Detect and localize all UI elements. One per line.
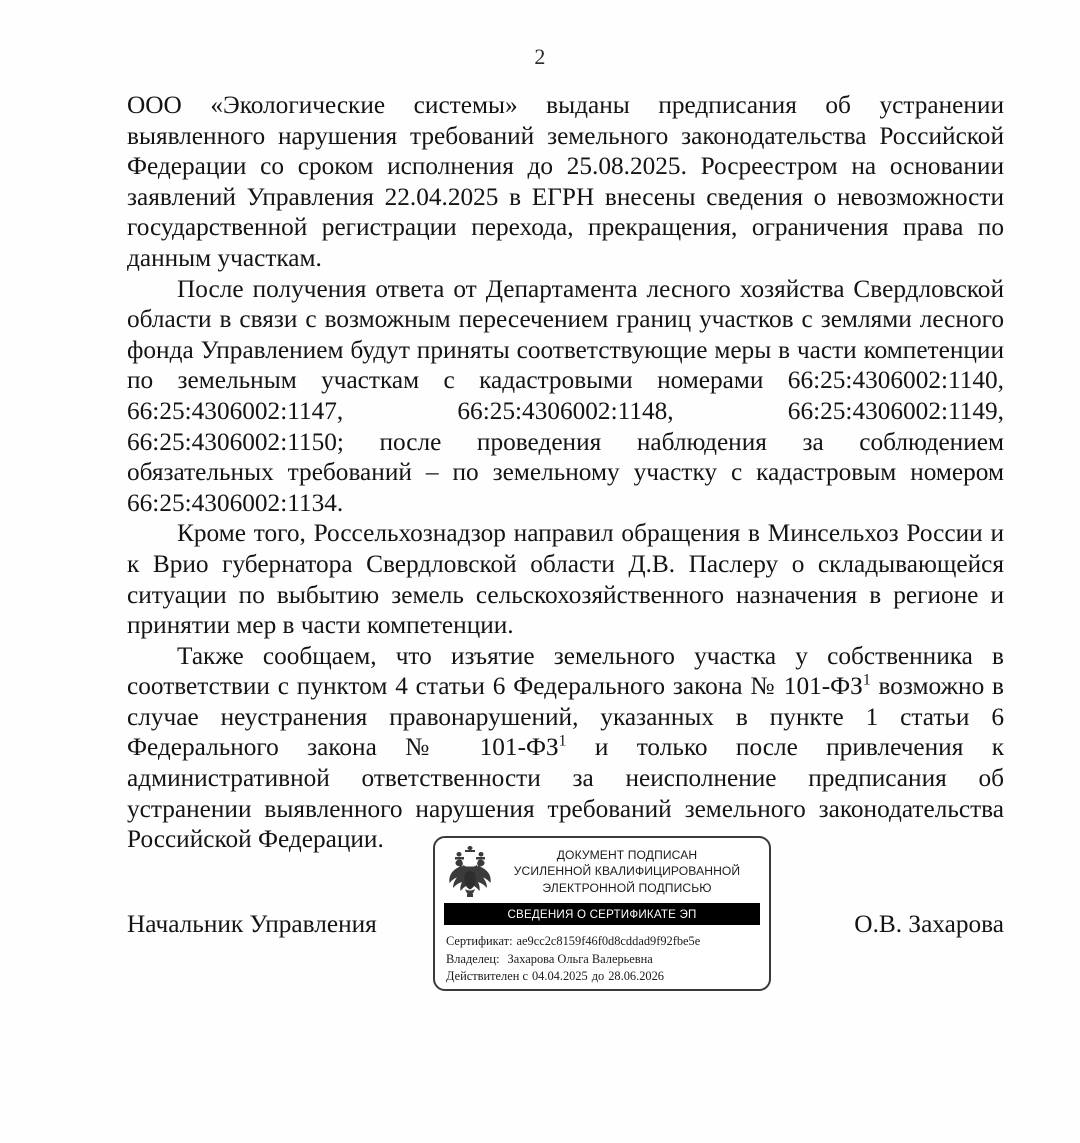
- paragraph-1: ООО «Экологические системы» выданы предписания об устранении выявленного нарушения требований земельного законодательства Российской Федерации со сроком исполнения до 25.08.2025. Росреестром на основании заявлений Управления 22.04.2025 в ЕГРН внесены сведения о невозможности государственной регистрации перехода, прекращения, ограничения права по данным участкам.: [127, 91, 1004, 272]
- paragraph-4-segment-2: возможно в случае неустранения правонарушений, указанных в пункте 1 статьи 6 Федерального закона № 101-ФЗ: [127, 672, 1004, 762]
- footnote-marker-2: 1: [558, 733, 567, 751]
- validity-label: Действителен с: [446, 969, 528, 984]
- paragraph-4: [127, 641, 1004, 855]
- paragraph-4-segment-1: Также сообщаем, что изъятие земельного участка у собственника в соответствии с пунктом 4 статьи 6 Федерального закона № 101-ФЗ: [127, 641, 1004, 701]
- signatory-name: О.В. Захарова: [854, 910, 1004, 938]
- signature-row: [127, 908, 1004, 948]
- stamp-header: [435, 838, 769, 902]
- page-number: 2: [534, 44, 546, 69]
- validity-to: 28.06.2026: [608, 969, 664, 984]
- signatory-title: Начальник Управления: [127, 910, 377, 938]
- validity-from: 04.04.2025: [531, 969, 588, 984]
- validity-to-label: до: [591, 969, 605, 984]
- stamp-header-line-3: ЭЛЕКТРОННОЙ ПОДПИСЬЮ: [542, 880, 712, 895]
- stamp-header-line-2: УСИЛЕННОЙ КВАЛИФИЦИРОВАННОЙ: [513, 864, 741, 879]
- paragraph-3: Кроме того, Россельхознадзор направил обращения в Минсельхоз России и к Врио губернатора Свердловской области Д.В. Паслеру о складывающейся ситуации по выбытию земель сельскохозяйственного назначения в регионе и принятии мер в части компетенции.: [127, 519, 1004, 640]
- owner-label: Владелец:: [446, 951, 500, 966]
- footnote-marker-1: 1: [862, 671, 871, 689]
- document-body: [127, 90, 1004, 855]
- russian-coat-of-arms-icon: [445, 845, 495, 899]
- stamp-header-text: [495, 844, 761, 896]
- certificate-label: Сертификат:: [446, 934, 513, 948]
- paragraph-2: После получения ответа от Департамента лесного хозяйства Свердловской области в связи с возможным пересечением границ участков с землями лесного фонда Управлением будут приняты соответствующие меры в части компетенции по земельным участкам с кадастровыми номерами 66:25:4306002:1140, 66:25:4306002:1147, 66:25:4306002:1148, 66:25:4306002:1149, 66:25:4306002:1150; после проведения наблюдения за соблюдением обязательных требований – по земельному участку с кадастровым номером 66:25:4306002:1134.: [127, 274, 1004, 517]
- certificate-info-banner: СВЕДЕНИЯ О СЕРТИФИКАТЕ ЭП: [444, 903, 760, 925]
- owner-value: Захарова Ольга Валерьевна: [507, 951, 653, 966]
- stamp-header-line-1: ДОКУМЕНТ ПОДПИСАН: [556, 848, 698, 862]
- certificate-value: ae9cc2c8159f46f0d8cddad9f92fbe5e: [516, 934, 701, 948]
- paragraph-4-segment-3: и только после привлечения к административной ответственности за неисполнение предписания об устранении выявленного нарушения требований земельного законодательства Российской Федерации.: [127, 733, 1004, 854]
- owner-row: [446, 951, 769, 969]
- validity-row: [446, 968, 769, 986]
